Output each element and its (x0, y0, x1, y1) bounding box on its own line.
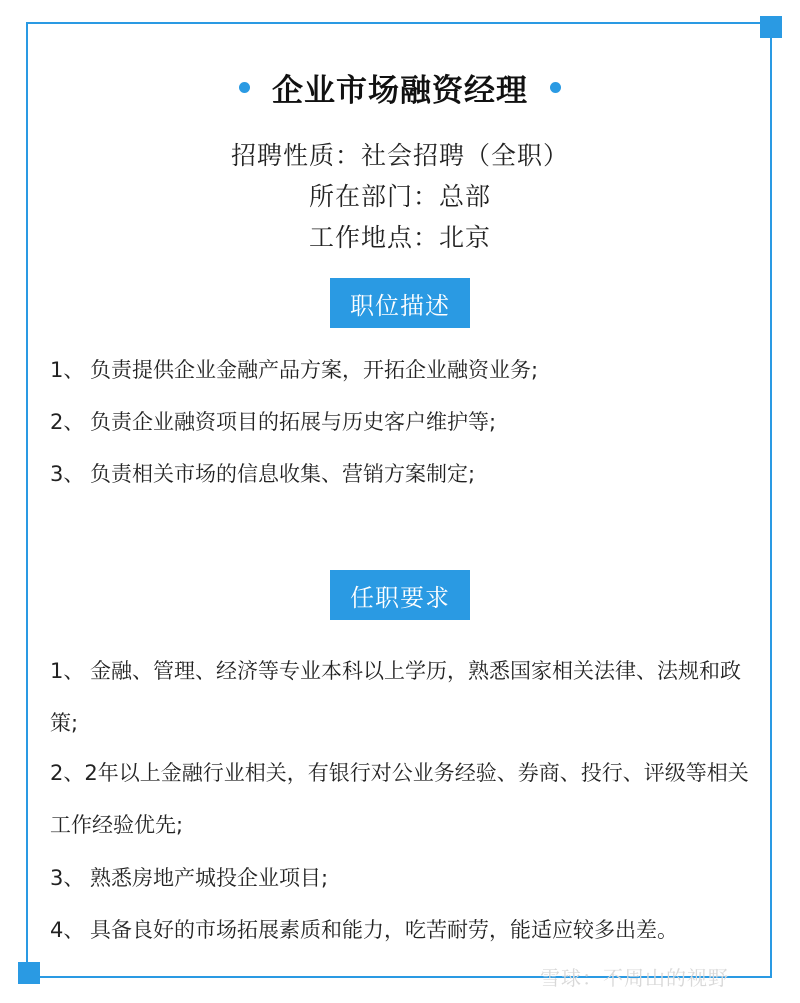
watermark: 雪球：不周山的视野 (540, 966, 729, 990)
corner-decoration-top-right (760, 16, 782, 38)
description-item (50, 345, 762, 395)
corner-decoration-bottom-left (18, 962, 40, 984)
item-text: 负责相关市场的信息收集、营销方案制定; (90, 462, 476, 486)
requirement-item (50, 747, 762, 851)
item-text: 具备良好的市场拓展素质和能力，吃苦耐劳，能适应较多出差。 (90, 918, 678, 942)
item-number: 3、 (50, 462, 85, 486)
item-text: 金融、管理、经济等专业本科以上学历，熟悉国家相关法律、法规和政策; (50, 659, 741, 735)
item-text: 熟悉房地产城投企业项目; (90, 866, 329, 890)
item-text: 2年以上金融行业相关，有银行对公业务经验、券商、投行、评级等相关工作经验优先; (50, 761, 749, 837)
item-number: 2、 (50, 410, 85, 434)
item-text: 负责企业融资项目的拓展与历史客户维护等; (90, 410, 497, 434)
description-item (50, 397, 762, 447)
item-number: 3、 (50, 866, 85, 890)
bullet-dot-icon (550, 82, 561, 93)
work-location: 工作地点：北京 (308, 223, 491, 252)
job-title: 企业市场融资经理 (272, 72, 528, 109)
recruitment-type: 招聘性质：社会招聘（全职） (230, 141, 569, 170)
requirement-item (50, 645, 762, 749)
section-header-description: 职位描述 (330, 278, 470, 328)
item-number: 1、 (50, 659, 85, 683)
department: 所在部门：总部 (308, 182, 491, 211)
title-row (0, 64, 800, 110)
section-header-requirements: 任职要求 (330, 570, 470, 620)
description-item (50, 449, 762, 499)
requirement-item (50, 905, 762, 955)
bullet-dot-icon (239, 82, 250, 93)
item-number: 4、 (50, 918, 85, 942)
item-number: 1、 (50, 358, 85, 382)
item-text: 负责提供企业金融产品方案，开拓企业融资业务; (90, 358, 539, 382)
item-number: 2、 (50, 761, 85, 785)
requirement-item (50, 853, 762, 903)
